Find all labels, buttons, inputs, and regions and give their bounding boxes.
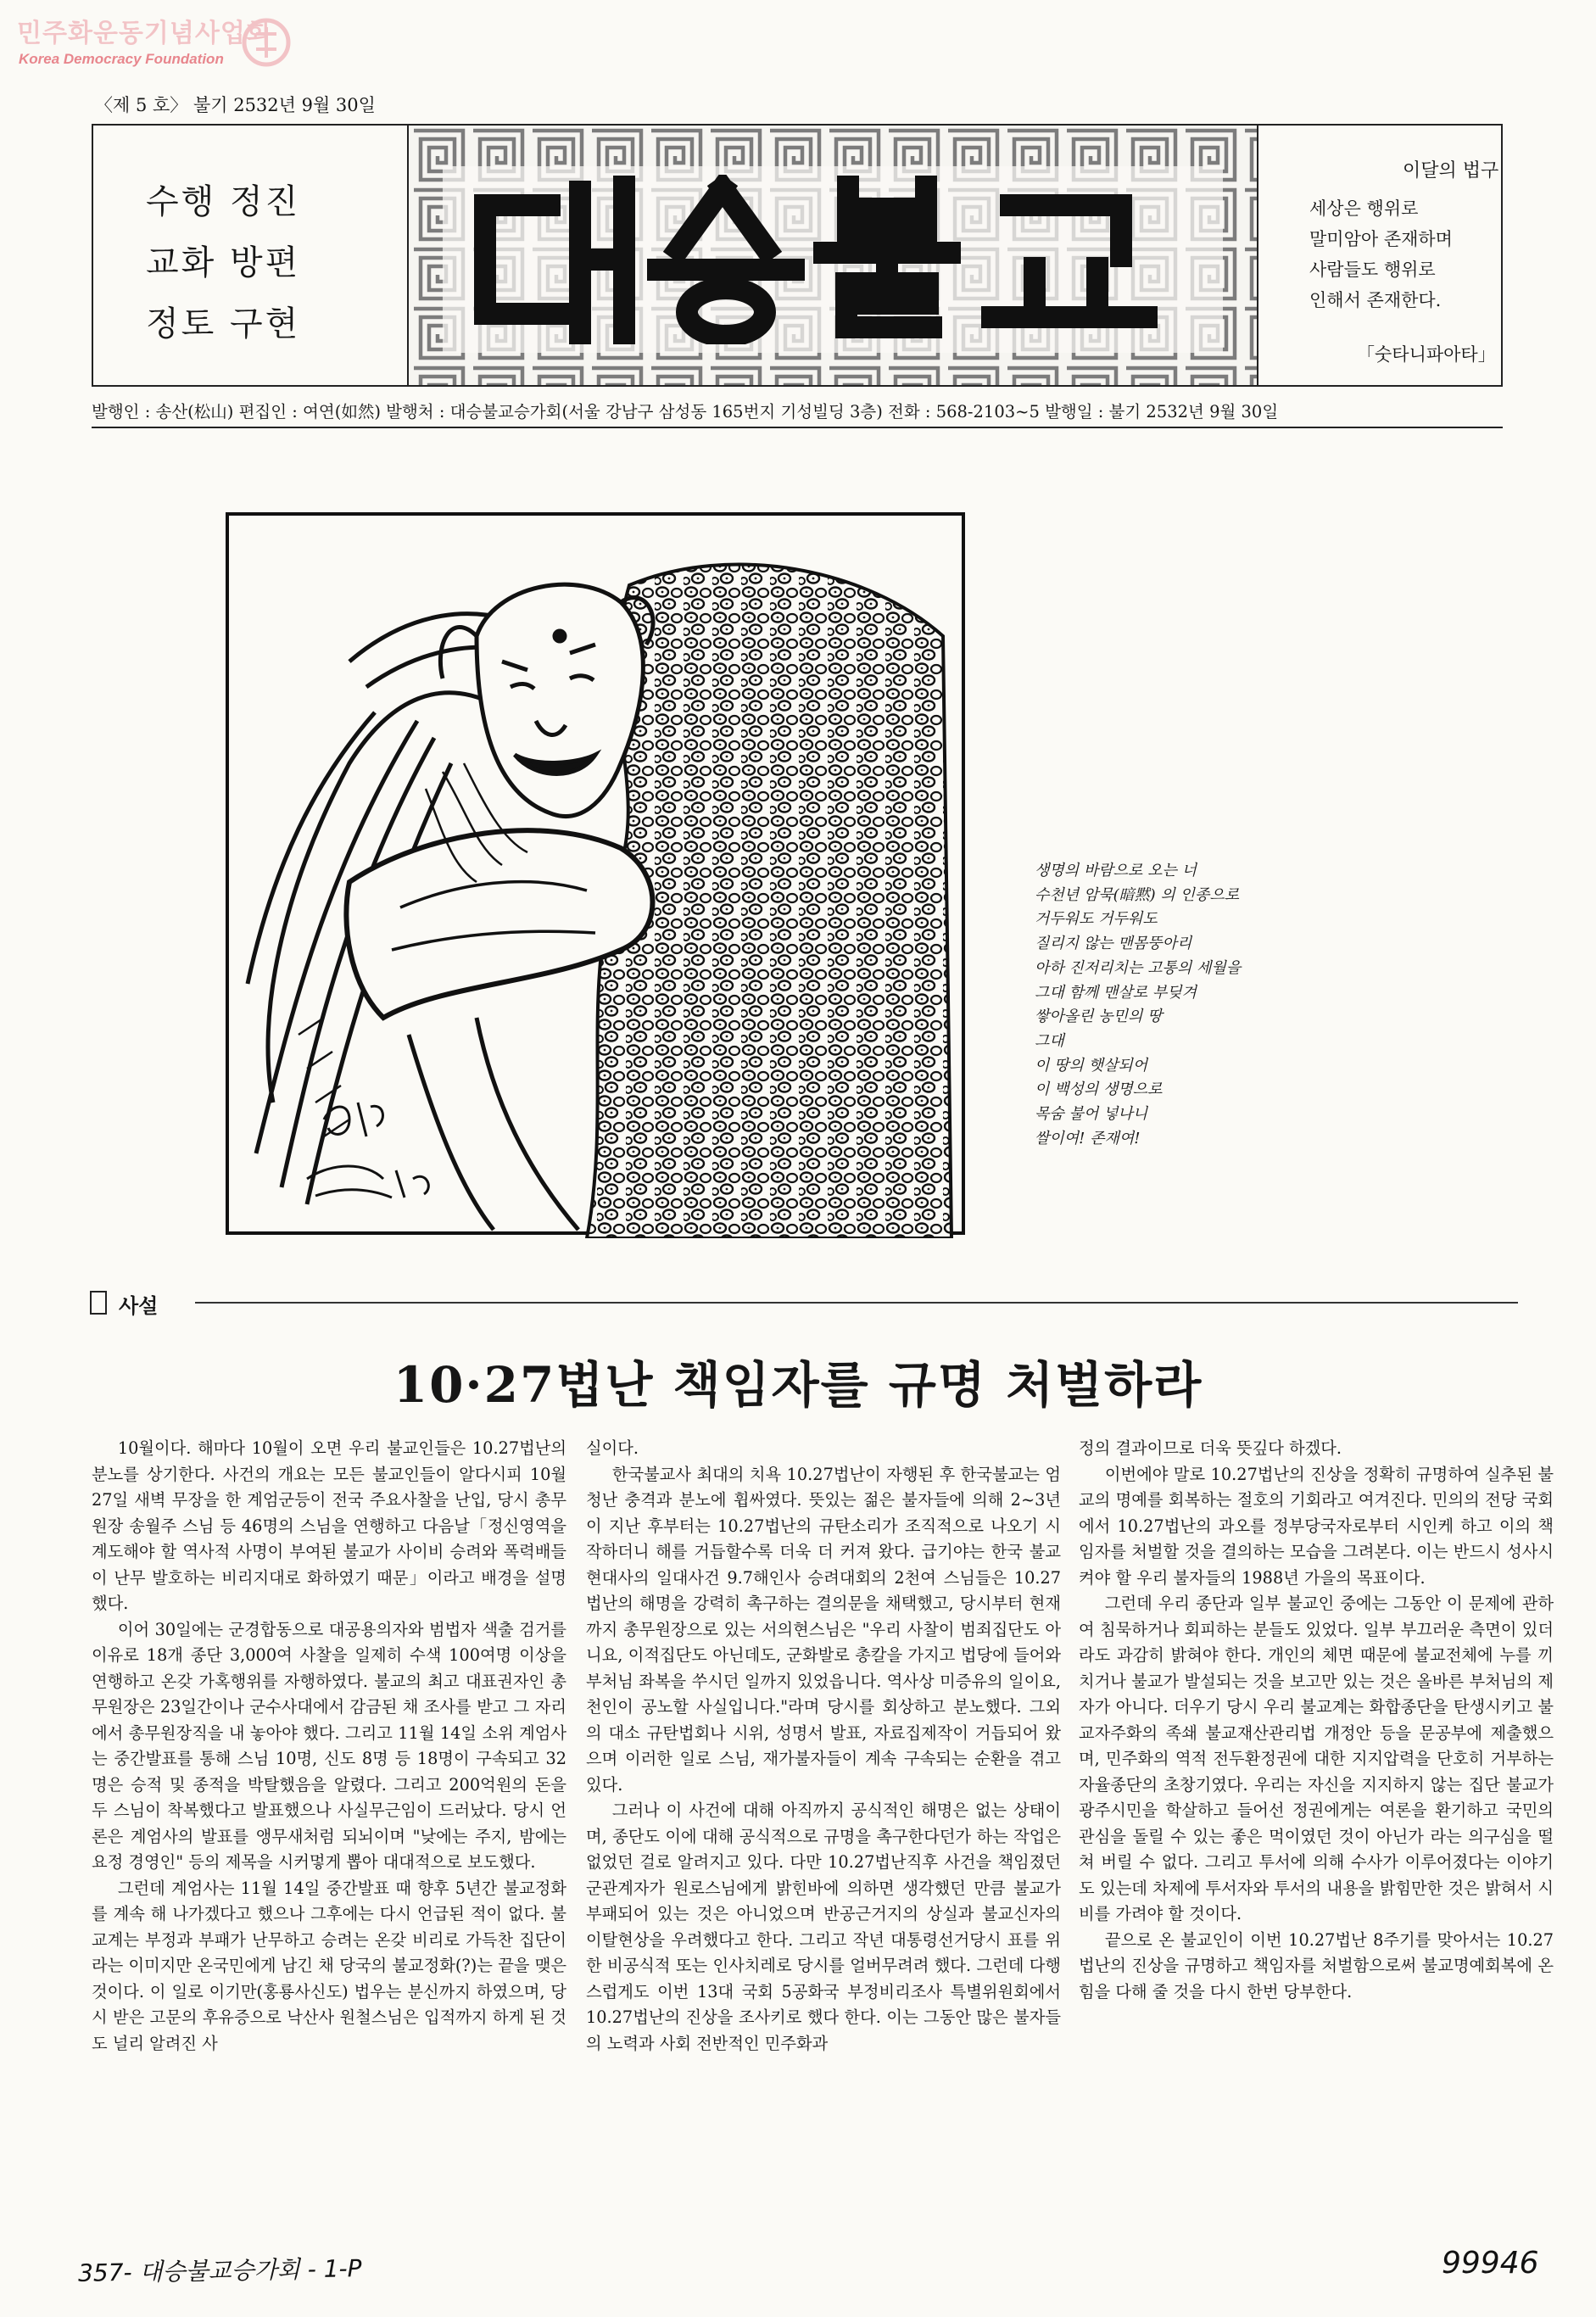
poem-line: 그대 함께 맨살로 부딪겨 bbox=[1035, 983, 1197, 1002]
dharma-quote-title: 이달의 법구 bbox=[1403, 160, 1499, 181]
editorial-paragraph: 실이다. bbox=[586, 1438, 639, 1458]
poem-line: 이 땅의 햇살되어 bbox=[1035, 1056, 1148, 1075]
dharma-quote-line: 말미암아 존재하며 bbox=[1309, 229, 1453, 249]
woodcut-illustration-farmer bbox=[222, 509, 968, 1238]
motto-panel bbox=[93, 126, 409, 385]
editorial-headline: 10·27법난 책임자를 규명 처벌하라 bbox=[393, 1356, 1203, 1414]
poem-line: 이 백성의 생명으로 bbox=[1035, 1080, 1163, 1099]
editorial-paragraph: 정의 결과이므로 더욱 뜻깊다 하겠다. bbox=[1079, 1438, 1342, 1458]
poem-line: 쌀이여! 존재여! bbox=[1035, 1129, 1141, 1147]
motto-line: 수행 정진 bbox=[146, 182, 301, 221]
publisher-info-line: 발행인 : 송산(松山) 편집인 : 여연(如然) 발행처 : 대승불교승가회(서울 강남구 삼성동 165번지 기성빌딩 3층) 전화 : 568-2103~5 발행일 : 불기 2532년 9월 30일 bbox=[92, 402, 1279, 422]
editorial-paragraph: 끝으로 온 불교인이 이번 10.27법난 8주기를 맞아서는 10.27법난의 진상을 규명하고 책임자를 처벌함으로써 불교명예회복에 온 힘을 다해 줄 것을 다시 한번 당부한다. bbox=[1079, 1929, 1554, 2002]
dharma-quote-line: 세상은 행위로 bbox=[1309, 198, 1419, 219]
poem-line: 쌓아올린 농민의 땅 bbox=[1035, 1008, 1163, 1026]
motto-line: 정토 구현 bbox=[146, 304, 301, 343]
poem-line: 거두워도 거두워도 bbox=[1035, 910, 1158, 929]
dharma-quote-panel bbox=[1257, 126, 1503, 385]
poem-line: 아하 진저리치는 고통의 세월을 bbox=[1035, 958, 1242, 977]
editorial-paragraph: 이번에야 말로 10.27법난의 진상을 정확히 규명하여 실추된 불교의 명예를 회복하는 절호의 기회라고 여겨진다. 민의의 전당 국회에서 10.27법난의 과오를 정부당국자로부터 시인케 하고 이의 책임자를 처벌할 것을 결의하는 모습을 그려본다. 이는 반드시 성사시켜야 할 우리 불자들의 1988년 가을의 목표이다. bbox=[1079, 1464, 1554, 1588]
poem-line: 그대 bbox=[1035, 1031, 1064, 1050]
title-glyph-dae bbox=[485, 187, 624, 341]
archive-name-english: Korea Democracy Foundation bbox=[19, 51, 224, 67]
editorial-rule bbox=[195, 1302, 1518, 1304]
editorial-paragraph: 그러나 이 사건에 대해 아직까지 공식적인 해명은 없는 상태이며, 종단도 이에 대해 공식적으로 규명을 촉구한다던가 하는 작업은 없었던 걸로 알려지고 있다. 다만 10.27법난직후 사건을 책임졌던 군관계자가 원로스님에게 밝힌바에 의하면 생각했던 만큼 불교가 부패되어 있는 것은 아니었으며 반공근거지의 상실과 불교신자의 이탈현상을 우려했다고 한다. 그리고 작년 대통령선거당시 표를 위한 비공식적 또는 인사치레로 당시를 얼버무려려 했다. 그런데 다행스럽게도 이번 13대 국회 5공화국 부정비리조사 특별위원회에서 10.27법난의 진상을 조사키로 했다 한다. 이는 그동안 많은 불자들의 노력과 사회 전반적인 민주화과 bbox=[586, 1801, 1061, 2053]
masthead bbox=[92, 124, 1503, 387]
title-glyph-seung bbox=[658, 188, 794, 336]
handwritten-archive-number: 99946 bbox=[1442, 2246, 1539, 2281]
dharma-quote-line: 인해서 존재한다. bbox=[1309, 290, 1442, 310]
issue-line: 〈제 5 호〉 불기 2532년 9월 30일 bbox=[95, 95, 376, 115]
editorial-paragraph: 한국불교사 최대의 치욕 10.27법난이 자행된 후 한국불교는 엄청난 충격과 분노에 휩싸였다. 뜻있는 젊은 불자들에 의해 2~3년이 지난 후부터는 10.27법난의 규탄소리가 조직적으로 나오기 시작하더니 해를 거듭할수록 더욱 더 커져 왔다. 급기야는 한국 불교 현대사의 일대사건 9.7해인사 승려대회의 2천여 스님들은 10.27법난의 해명을 강력히 촉구하는 결의문을 채택했고, 당시부터 현재까지 총무원장으로 있는 서의현스님은 "우리 사찰이 범죄집단도 아니요, 이적집단도 아닌데도, 군화발로 총칼을 가지고 법당에 들어와 부처님 좌복을 쑤시던 일까지 있었읍니다. 역사상 미증유의 일이요, 천인이 공노할 사실입니다."라며 당시를 회상하고 분노했다. 그외의 대소 규탄법회나 시위, 성명서 발표, 자료집제작이 거듭되어 왔으며 이러한 일로 스님, 재가불자들이 계속 구속되는 순환을 겪고 있다. bbox=[586, 1464, 1061, 1795]
archive-name-korean: 민주화운동기념사업회 bbox=[17, 19, 271, 48]
poem-line: 목숨 불어 넣나니 bbox=[1035, 1105, 1148, 1124]
dharma-quote-line: 사람들도 행위로 bbox=[1309, 260, 1436, 280]
poem bbox=[1035, 859, 1391, 1151]
title-glyph-gyo bbox=[992, 205, 1147, 317]
editorial-paragraph: 그런데 계엄사는 11월 14일 중간발표 때 향후 5년간 불교정화를 계속 해 나가겠다고 했으나 그후에는 다시 언급된 적이 없다. 불교계는 부정과 부패가 난무하고 승려는 온갖 비리로 가득찬 집단이라는 이미지만 온국민에게 남긴 채 당국의 불교정화(?)는 끝을 맺은 것이다. 이 일로 이기만(홍룡사신도) 법우는 분신까지 하였으며, 당시 받은 고문의 후유증으로 낙산사 원철스님은 입적까지 하게 된 것도 널리 알려진 사 bbox=[92, 1878, 566, 2053]
newspaper-title-wordmark bbox=[468, 175, 1197, 344]
editorial-paragraph: 그런데 우리 종단과 일부 불교인 중에는 그동안 이 문제에 관하여 침묵하거나 회피하는 분들도 있었다. 일부 부끄러운 측면이 있더라도 과감히 밝혀야 한다. 개인의 체면 때문에 불교전체에 누를 끼치거나 불교가 발설되는 것을 보고만 있는 것은 올바른 부처님의 제자가 아니다. 더우기 당시 우리 불교계는 화합종단을 탄생시키고 불교자주화의 족쇄 불교재산관리법 개정안 등을 문공부에 제출했으며, 민주화의 역적 전두환정권에 대한 지지압력을 단호히 거부하는 자율종단의 초창기였다. 우리는 자신을 지지하지 않는 집단 불교가 광주시민을 학살하고 들어선 정권에게는 여론을 환기하고 국민의 관심을 돌릴 수 있는 좋은 먹이였던 것이 아닌가 라는 의구심을 떨쳐 버릴 수 없다. 그리고 투서에 의해 수사가 이루어졌다는 이야기도 있는데 차제에 투서자와 투서의 내용을 밝힘만한 것은 밝혀서 시비를 가려야 할 것이다. bbox=[1079, 1594, 1554, 1923]
poem-line: 질리지 않는 맨몸뚱아리 bbox=[1035, 935, 1192, 953]
handwritten-archive-note: 357- 대승불교승가회 - 1-P bbox=[77, 2254, 362, 2287]
editorial-column-1 bbox=[92, 1436, 566, 2057]
title-panel bbox=[409, 126, 1257, 385]
poem-line: 생명의 바람으로 오는 너 bbox=[1035, 862, 1197, 879]
editorial-paragraph: 이어 30일에는 군경합동으로 대공용의자와 범법자 색출 검거를 이유로 18개 종단 3,000여 사찰을 일제히 수색 100여명 이상을 연행하고 온갖 가혹행위를 자행하였다. 불교의 최고 대표권자인 총무원장은 23일간이나 군수사대에서 감금된 채 조사를 받고 그 자리에서 총무원장직을 내 놓아야 했다. 그리고 11월 14일 소위 계엄사는 중간발표를 통해 스님 10명, 신도 8명 등 18명이 구속되고 32명은 승적 및 종적을 박탈했음을 알렸다. 그리고 200억원의 돈을 두 스님이 착복했다고 발표했으나 사실무근임이 드러났다. 당시 언론은 계엄사의 발표를 앵무새처럼 되뇌이며 "낮에는 주지, 밤에는 요정 경영인" 등의 제목을 시커멓게 뽑아 대대적으로 보도했다. bbox=[92, 1619, 566, 1872]
editorial-label: 사설 bbox=[119, 1294, 159, 1318]
editorial-column-3 bbox=[1079, 1436, 1554, 2005]
publisher-rule bbox=[92, 427, 1503, 428]
dharma-quote-source: 「숫타니파아타」 bbox=[1357, 344, 1496, 365]
title-glyph-bul bbox=[824, 187, 950, 327]
editorial-paragraph: 10월이다. 해마다 10월이 오면 우리 불교인들은 10.27법난의 분노를 상기한다. 사건의 개요는 모든 불교인들이 알다시피 10월 27일 새벽 무장을 한 계엄군등이 전국 주요사찰을 난입, 당시 총무원장 송월주 스님 등 46명의 스님을 연행하고 다음날「정신영역을 계도해야 할 역사적 사명이 부여된 불교가 사이비 승려와 폭력배들이 난무 발호하는 비리지대로 화하였기 때문」이라고 배경을 설명했다. bbox=[92, 1438, 566, 1613]
editorial-column-2 bbox=[586, 1436, 1061, 2057]
editorial-label-box bbox=[90, 1291, 107, 1315]
poem-line: 수천년 암묵(暗黙) 의 인종으로 bbox=[1035, 885, 1240, 904]
motto-line: 교화 방편 bbox=[146, 243, 301, 282]
